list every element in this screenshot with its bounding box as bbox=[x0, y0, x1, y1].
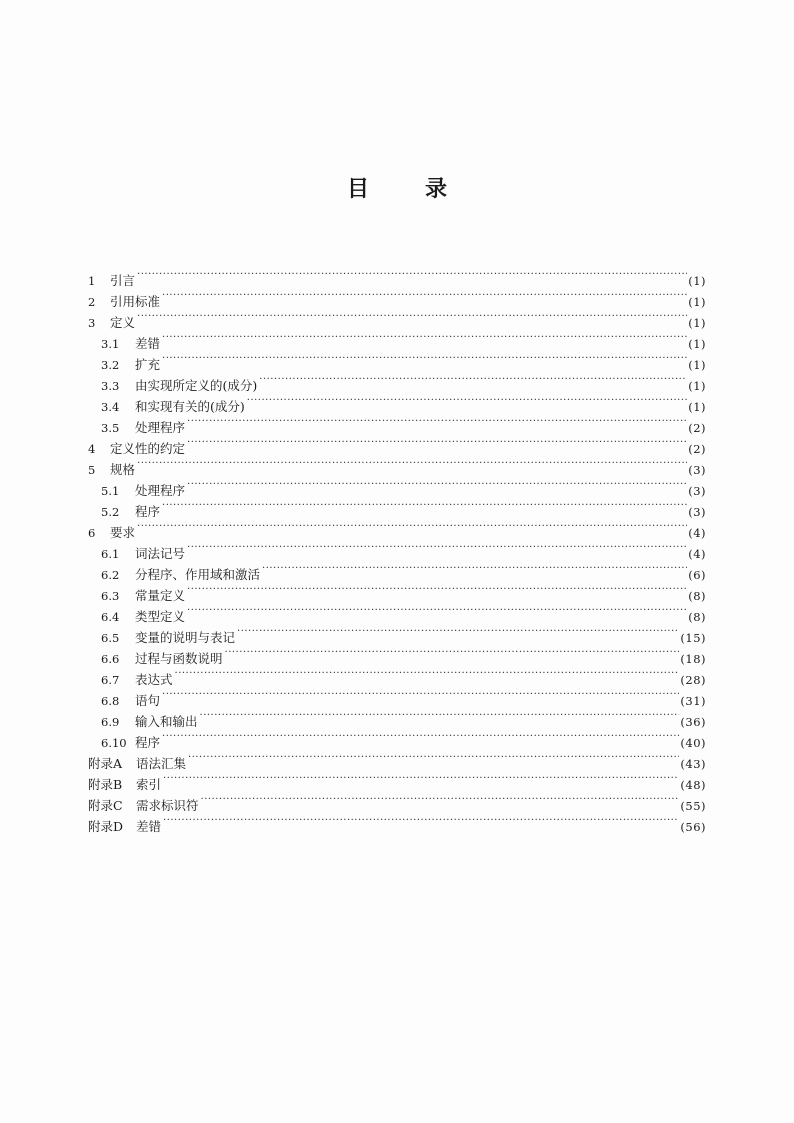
dot-leader bbox=[175, 663, 680, 684]
toc-entry-label: 定义 bbox=[110, 315, 136, 330]
dot-leader bbox=[237, 621, 679, 642]
toc-entry-label: 由实现所定义的(成分) bbox=[135, 378, 258, 393]
toc-entry-label: 程序 bbox=[135, 504, 161, 519]
toc-entry-label: 需求标识符 bbox=[136, 798, 199, 813]
toc-entry-page: (36) bbox=[680, 715, 706, 729]
dot-leader bbox=[200, 705, 680, 726]
toc-entry-page: (1) bbox=[688, 274, 706, 288]
toc-entry-number: 6.1 bbox=[101, 547, 120, 561]
dot-leader bbox=[137, 306, 687, 327]
toc-entry-label: 差错 bbox=[135, 336, 161, 351]
toc-entry-label: 处理程序 bbox=[135, 420, 186, 435]
toc-entry[interactable] bbox=[88, 747, 706, 771]
toc-entry[interactable] bbox=[88, 516, 706, 540]
toc-entry-number: 5.2 bbox=[101, 505, 120, 519]
dot-leader bbox=[162, 348, 687, 369]
dot-leader bbox=[187, 474, 687, 495]
toc-entry-page: (1) bbox=[688, 316, 706, 330]
toc-entry[interactable] bbox=[88, 789, 706, 813]
toc-entry-number: 附录A bbox=[88, 756, 123, 771]
toc-entry[interactable] bbox=[88, 810, 706, 834]
dot-leader bbox=[187, 432, 687, 453]
toc-entry-label: 常量定义 bbox=[135, 588, 186, 603]
toc-entry-label: 表达式 bbox=[135, 672, 173, 687]
dot-leader bbox=[187, 600, 687, 621]
toc-entry-page: (43) bbox=[680, 757, 706, 771]
toc-entry-page: (3) bbox=[688, 463, 706, 477]
page-title bbox=[0, 172, 794, 203]
table-of-contents bbox=[88, 264, 706, 834]
dot-leader bbox=[137, 516, 687, 537]
toc-entry-page: (48) bbox=[680, 778, 706, 792]
toc-entry-label: 过程与函数说明 bbox=[135, 651, 223, 666]
toc-entry[interactable] bbox=[88, 684, 706, 708]
dot-leader bbox=[247, 390, 687, 411]
toc-entry[interactable] bbox=[88, 537, 706, 561]
toc-entry-label: 分程序、作用域和激活 bbox=[135, 567, 261, 582]
toc-entry-page: (55) bbox=[680, 799, 706, 813]
dot-leader bbox=[187, 411, 687, 432]
toc-entry-page: (18) bbox=[680, 652, 706, 666]
dot-leader bbox=[225, 642, 680, 663]
toc-entry[interactable] bbox=[88, 285, 706, 309]
toc-entry-number: 5.1 bbox=[101, 484, 120, 498]
toc-entry-number: 4 bbox=[88, 442, 96, 456]
toc-entry-label: 类型定义 bbox=[135, 609, 186, 624]
dot-leader bbox=[162, 285, 687, 306]
toc-entry-number: 6.3 bbox=[101, 589, 120, 603]
toc-entry-page: (1) bbox=[688, 337, 706, 351]
dot-leader bbox=[201, 789, 680, 810]
toc-entry-page: (2) bbox=[688, 442, 706, 456]
toc-entry-page: (1) bbox=[688, 379, 706, 393]
toc-entry-number: 6.8 bbox=[101, 694, 120, 708]
toc-entry[interactable] bbox=[88, 264, 706, 288]
toc-entry-number: 6.4 bbox=[101, 610, 120, 624]
toc-entry[interactable] bbox=[88, 369, 706, 393]
toc-entry[interactable] bbox=[88, 306, 706, 330]
toc-entry-page: (3) bbox=[688, 484, 706, 498]
toc-entry-number: 3 bbox=[88, 316, 96, 330]
toc-entry-page: (1) bbox=[688, 358, 706, 372]
toc-entry-number: 2 bbox=[88, 295, 96, 309]
dot-leader bbox=[187, 579, 687, 600]
toc-entry-number: 3.3 bbox=[101, 379, 120, 393]
toc-entry[interactable] bbox=[88, 474, 706, 498]
toc-entry[interactable] bbox=[88, 453, 706, 477]
toc-entry-page: (56) bbox=[680, 820, 706, 834]
dot-leader bbox=[162, 726, 679, 747]
toc-entry-page: (4) bbox=[688, 526, 706, 540]
toc-entry-number: 3.4 bbox=[101, 400, 120, 414]
toc-entry-label: 索引 bbox=[136, 777, 162, 792]
toc-entry-number: 5 bbox=[88, 463, 96, 477]
toc-entry-label: 语法汇集 bbox=[136, 756, 187, 771]
toc-entry-label: 差错 bbox=[136, 819, 162, 834]
toc-entry[interactable] bbox=[88, 768, 706, 792]
toc-entry-page: (8) bbox=[688, 589, 706, 603]
toc-entry-page: (2) bbox=[688, 421, 706, 435]
toc-entry-number: 1 bbox=[88, 274, 96, 288]
toc-entry-label: 定义性的约定 bbox=[110, 441, 186, 456]
toc-entry-number: 6.9 bbox=[101, 715, 120, 729]
dot-leader bbox=[262, 558, 687, 579]
toc-entry-number: 6.6 bbox=[101, 652, 120, 666]
toc-entry-page: (4) bbox=[688, 547, 706, 561]
toc-entry-page: (40) bbox=[680, 736, 706, 750]
toc-entry-number: 3.2 bbox=[101, 358, 120, 372]
toc-entry-number: 6.5 bbox=[101, 631, 120, 645]
dot-leader bbox=[188, 747, 679, 768]
toc-entry-label: 引言 bbox=[110, 273, 136, 288]
toc-entry[interactable] bbox=[88, 663, 706, 687]
toc-entry[interactable] bbox=[88, 726, 706, 750]
title-char-1: 目 bbox=[346, 177, 369, 202]
toc-entry-page: (15) bbox=[680, 631, 706, 645]
toc-entry-number: 附录D bbox=[88, 819, 124, 834]
toc-entry-page: (3) bbox=[688, 505, 706, 519]
toc-entry[interactable] bbox=[88, 705, 706, 729]
dot-leader bbox=[163, 810, 679, 831]
toc-entry[interactable] bbox=[88, 327, 706, 351]
toc-entry-label: 输入和输出 bbox=[135, 714, 198, 729]
toc-entry-number: 6.7 bbox=[101, 673, 120, 687]
toc-entry-number: 附录B bbox=[88, 777, 123, 792]
toc-entry-number: 3.5 bbox=[101, 421, 120, 435]
title-char-2: 录 bbox=[425, 177, 448, 202]
toc-entry-page: (28) bbox=[680, 673, 706, 687]
toc-entry-page: (1) bbox=[688, 400, 706, 414]
toc-entry-number: 附录C bbox=[88, 798, 123, 813]
dot-leader bbox=[162, 495, 687, 516]
dot-leader bbox=[259, 369, 687, 390]
dot-leader bbox=[162, 684, 679, 705]
toc-entry-number: 6 bbox=[88, 526, 96, 540]
toc-entry-number: 3.1 bbox=[101, 337, 120, 351]
toc-entry-label: 要求 bbox=[110, 525, 136, 540]
dot-leader bbox=[187, 537, 687, 558]
toc-entry-number: 6.2 bbox=[101, 568, 120, 582]
dot-leader bbox=[137, 264, 687, 285]
dot-leader bbox=[163, 768, 679, 789]
toc-entry-number: 6.10 bbox=[101, 736, 127, 750]
toc-entry-page: (1) bbox=[688, 295, 706, 309]
toc-entry-label: 语句 bbox=[135, 693, 161, 708]
toc-entry[interactable] bbox=[88, 348, 706, 372]
toc-entry-page: (6) bbox=[688, 568, 706, 582]
toc-entry-label: 词法记号 bbox=[135, 546, 186, 561]
toc-entry-label: 和实现有关的(成分) bbox=[135, 399, 245, 414]
toc-entry-label: 扩充 bbox=[135, 357, 161, 372]
toc-entry-label: 引用标准 bbox=[110, 294, 161, 309]
dot-leader bbox=[137, 453, 687, 474]
toc-entry-label: 处理程序 bbox=[135, 483, 186, 498]
toc-entry-page: (31) bbox=[680, 694, 706, 708]
toc-entry-page: (8) bbox=[688, 610, 706, 624]
toc-entry-label: 规格 bbox=[110, 462, 136, 477]
toc-entry[interactable] bbox=[88, 495, 706, 519]
toc-entry-label: 程序 bbox=[135, 735, 161, 750]
toc-entry-label: 变量的说明与表记 bbox=[135, 630, 236, 645]
dot-leader bbox=[162, 327, 687, 348]
